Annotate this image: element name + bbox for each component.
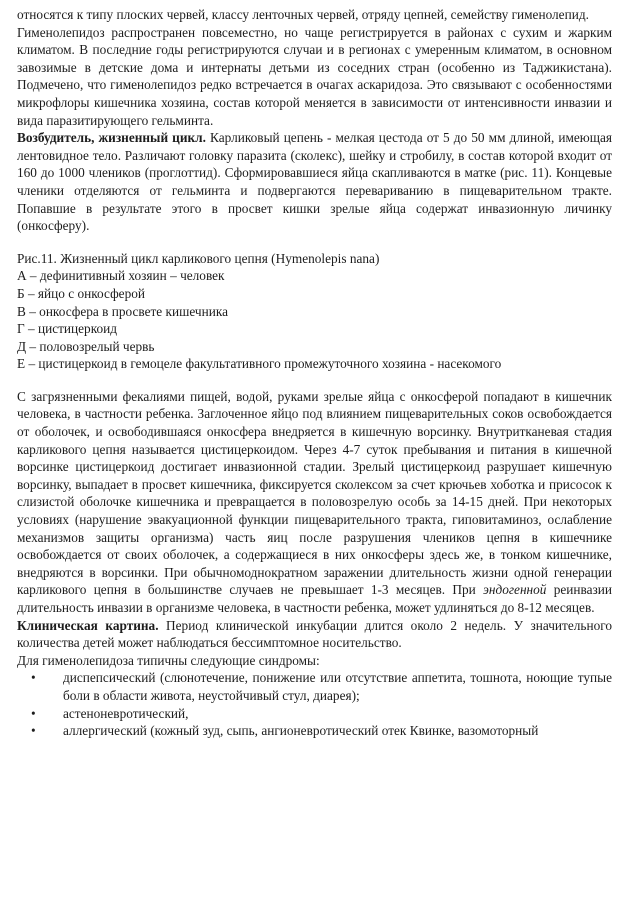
syndromes-list	[17, 669, 612, 739]
list-item	[17, 669, 612, 704]
figure-item: Д – половозрелый червь	[17, 338, 155, 354]
list-item-text: диспепсический (слюнотечение, понижение или отсутствие аппетита, тошнота, ноющие тупые боли в области живота, неустойчивый стул, диарея);	[63, 670, 612, 703]
lifecycle-text-a: С загрязненными фекалиями пищей, водой, руками зрелые яйца с онкосферой попадают в кишечник человека, в частности ребенка. Заглоченное яйцо под влиянием пищеварительных соков освобождается от оболочек, и освободившаяся онкосфера внедряется в кишечную ворсинку. Внутритканевая стадия карликового цепня называется цистицеркоидом. Через 4-7 суток пребывания и питания в кишечной ворсинке цистицеркоид достигает инвазионной стадии. Зрелый цистицеркоид разрушает кишечную ворсинку, выпадает в просвет кишечника, фиксируется сколексом за счет крючьев хоботка и присосок к слизистой оболочке кишечника и превращается в половозрелую особь за 14-15 дней. При некоторых условиях (нарушение эвакуационной функции пищеварительного тракта, гиповитаминоз, ослабление механизмов защиты организма) часть яиц после разрушения члеников цепня в кишечнике освобождается от своих оболочек, а содержащиеся в них онкосферы здесь же, в тонком кишечнике, внедряются в ворсинки. При обычномоднократном заражении длительность жизни одной генерации карликового цепня в большинстве случаев не превышает 1-3 месяцев. При	[17, 388, 612, 598]
paragraph-lifecycle	[17, 388, 612, 617]
pathogen-text: Карликовый цепень - мелкая цестода от 5 до 50 мм длиной, имеющая лентовидное тело. Различают головку паразита (сколекс), шейку и стробилу, в состав которой входит от 160 до 1000 члеников (проглоттид). Сформировавшиеся яйца скапливаются в матке (рис. 11). Концевые членики отделяются от гельминта и подвергаются перевариванию в пищеварительном тракте. Попавшие в результате этого в просвет кишки зрелые яйца содержат инвазионную личинку (онкосферу).	[17, 130, 612, 234]
figure-item: Е – цистицеркоид в гемоцеле факультативного промежуточного хозяина - насекомого	[17, 356, 502, 372]
figure-item: Б – яйцо с онкосферой	[17, 285, 146, 301]
lifecycle-emphasis: эндогенной	[483, 582, 547, 598]
bullet-icon: •	[31, 705, 36, 721]
section-heading-pathogen: Возбудитель, жизненный цикл.	[17, 130, 206, 146]
figure-item: В – онкосфера в просвете кишечника	[17, 303, 229, 319]
spacer	[17, 373, 612, 388]
bullet-icon: •	[31, 670, 36, 686]
list-item	[17, 722, 612, 740]
list-item-text: астеноневротический,	[63, 705, 189, 721]
figure-item: А – дефинитивный хозяин – человек	[17, 268, 225, 284]
bullet-icon: •	[31, 723, 36, 739]
figure-caption: Рис.11. Жизненный цикл карликового цепня (Hymenolepis nana)	[17, 250, 380, 266]
paragraph-pathogen	[17, 129, 612, 235]
paragraph-distribution: Гименолепидоз распространен повсеместно, но чаще регистрируется в районах с сухим и жарким климатом. В последние годы регистрируются случаи и в регионах с умеренным климатом, в основном завозимые в детские дома и интернаты детьми из соседних стран (особенно из Таджикистана). Подмечено, что гименолепидоз редко встречается в очагах аскаридоза. Это связывают с особенностями микрофлоры кишечника хозяина, состав которой меняется в зависимости от интенсивности инвазии и вида паразитирующего гельминта.	[17, 24, 612, 128]
figure-item: Г – цистицеркоид	[17, 321, 118, 337]
list-item	[17, 705, 612, 723]
spacer	[17, 235, 612, 250]
paragraph-intro: относятся к типу плоских червей, классу ленточных червей, отряду цепней, семейству гименолепид.	[17, 7, 589, 22]
figure-legend	[17, 250, 612, 373]
list-item-text: аллергический (кожный зуд, сыпь, ангионевротический отек Квинке, вазомоторный	[63, 723, 539, 739]
lifecycle-text-b: реинвазии длительность инвазии в организме человека, в частности ребенка, может удлиняться до 8-12 месяцев.	[17, 582, 612, 615]
section-heading-clinical: Клиническая картина.	[17, 617, 159, 633]
paragraph-clinical	[17, 617, 612, 652]
paragraph-syndromes-intro: Для гименолепидоза типичны следующие синдромы:	[17, 652, 320, 668]
clinical-text: Период клинической инкубации длится около 2 недель. У значительного количества детей может наблюдаться бессимптомное носительство.	[17, 617, 612, 651]
